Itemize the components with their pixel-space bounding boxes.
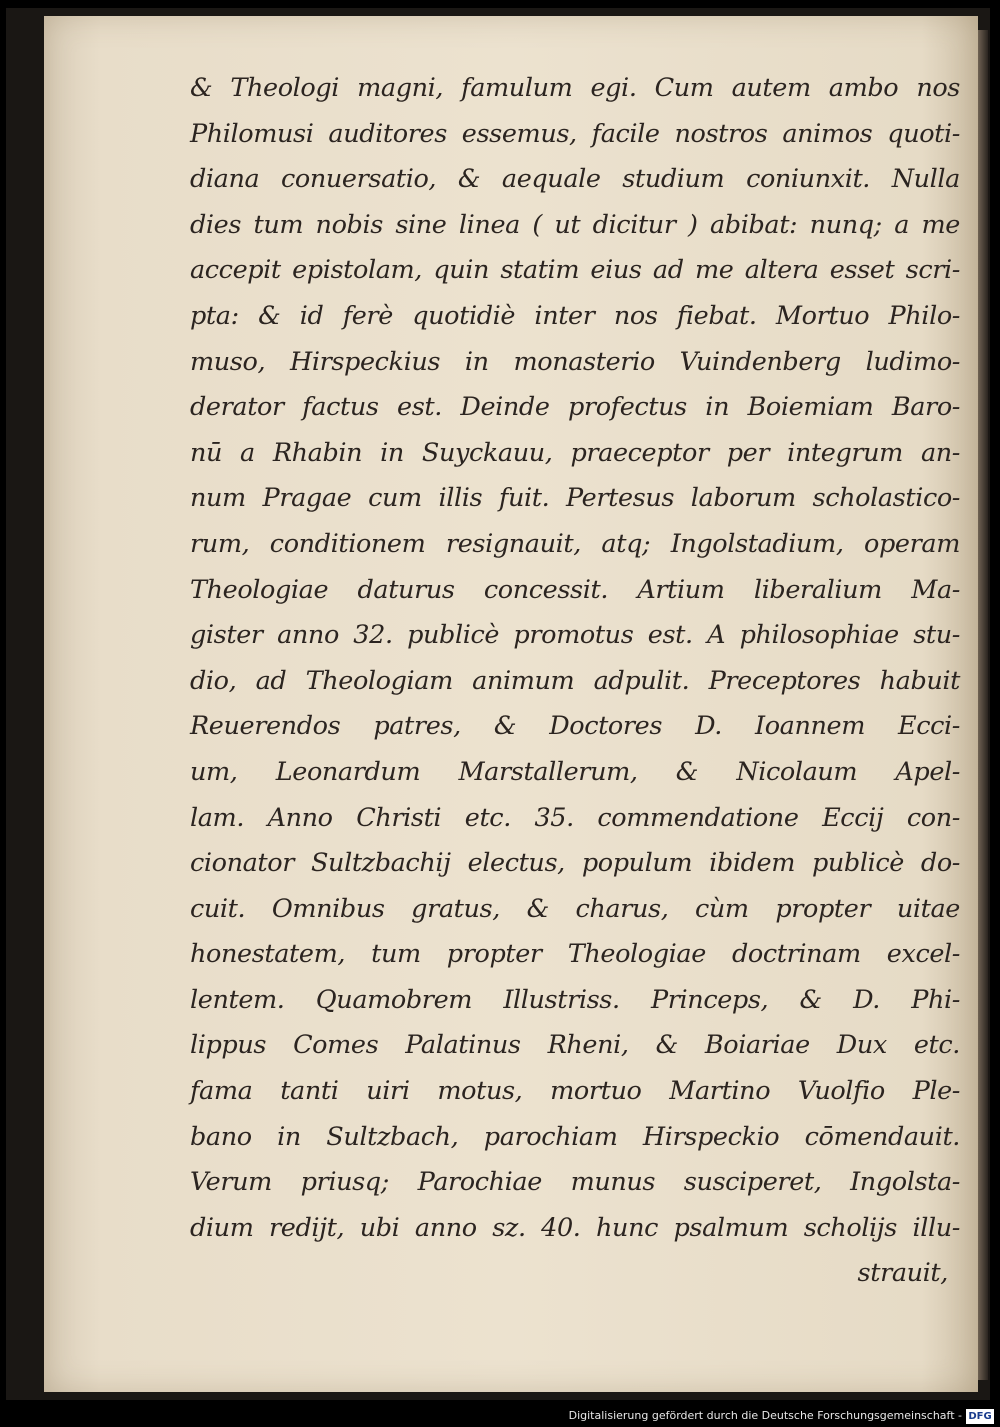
text-line: bano in Sultzbach, parochiam Hirspeckio cōmendauit. <box>190 1121 960 1152</box>
text-line: Theologiae daturus concessit. Artium liberalium Ma- <box>190 574 960 605</box>
text-line: derator factus est. Deinde profectus in Boiemiam Baro- <box>190 392 960 423</box>
text-line-catchword: strauit, <box>857 1258 948 1289</box>
text-line: Philomusi auditores essemus, facile nostros animos quoti- <box>190 118 960 149</box>
text-line: num Pragae cum illis fuit. Pertesus laborum scholastico- <box>190 483 960 514</box>
text-line: accepit epistolam, quin statim eius ad me altera esset scri- <box>190 255 960 286</box>
page-text-block <box>190 66 960 1289</box>
footer-credit: Digitalisierung gefördert durch die Deutsche Forschungsgemeinschaft - <box>568 1409 962 1422</box>
text-line: & Theologi magni, famulum egi. Cum autem ambo nos <box>190 73 960 103</box>
text-line: honestatem, tum propter Theologiae doctrinam excel- <box>190 939 960 970</box>
text-line: cuit. Omnibus gratus, & charus, cùm propter uitae <box>190 893 960 924</box>
text-line: cionator Sultzbachij electus, populum ibidem publicè do- <box>190 848 960 879</box>
text-line: dium redijt, ubi anno sz. 40. hunc psalmum scholijs illu- <box>190 1212 960 1243</box>
dfg-logo: DFG <box>966 1409 994 1424</box>
text-line: dies tum nobis sine linea ( ut dicitur ) abibat: nunq; a me <box>190 209 960 240</box>
text-line: rum, conditionem resignauit, atq; Ingolstadium, operam <box>190 528 960 559</box>
text-line: lam. Anno Christi etc. 35. commendatione Eccij con- <box>190 802 960 833</box>
text-line: muso, Hirspeckius in monasterio Vuindenberg ludimo- <box>190 346 960 377</box>
text-line: Reuerendos patres, & Doctores D. Ioannem Ecci- <box>190 711 960 742</box>
text-line: nū a Rhabin in Suyckauu, praeceptor per integrum an- <box>190 437 960 468</box>
text-line: gister anno 32. publicè promotus est. A philosophiae stu- <box>190 620 960 651</box>
text-line: lippus Comes Palatinus Rheni, & Boiariae Dux etc. <box>190 1030 960 1061</box>
text-line: Verum priusq; Parochiae munus susciperet, Ingolsta- <box>190 1167 960 1198</box>
text-line: diana conuersatio, & aequale studium coniunxit. Nulla <box>190 164 960 195</box>
text-line: pta: & id ferè quotidiè inter nos fiebat. Mortuo Philo- <box>190 300 960 331</box>
text-line: um, Leonardum Marstallerum, & Nicolaum Apel- <box>190 756 960 787</box>
text-line: fama tanti uiri motus, mortuo Martino Vuolfio Ple- <box>190 1076 960 1107</box>
text-line: lentem. Quamobrem Illustriss. Princeps, & D. Phi- <box>190 984 960 1015</box>
page-edge <box>978 30 988 1380</box>
text-line: dio, ad Theologiam animum adpulit. Preceptores habuit <box>190 665 960 696</box>
